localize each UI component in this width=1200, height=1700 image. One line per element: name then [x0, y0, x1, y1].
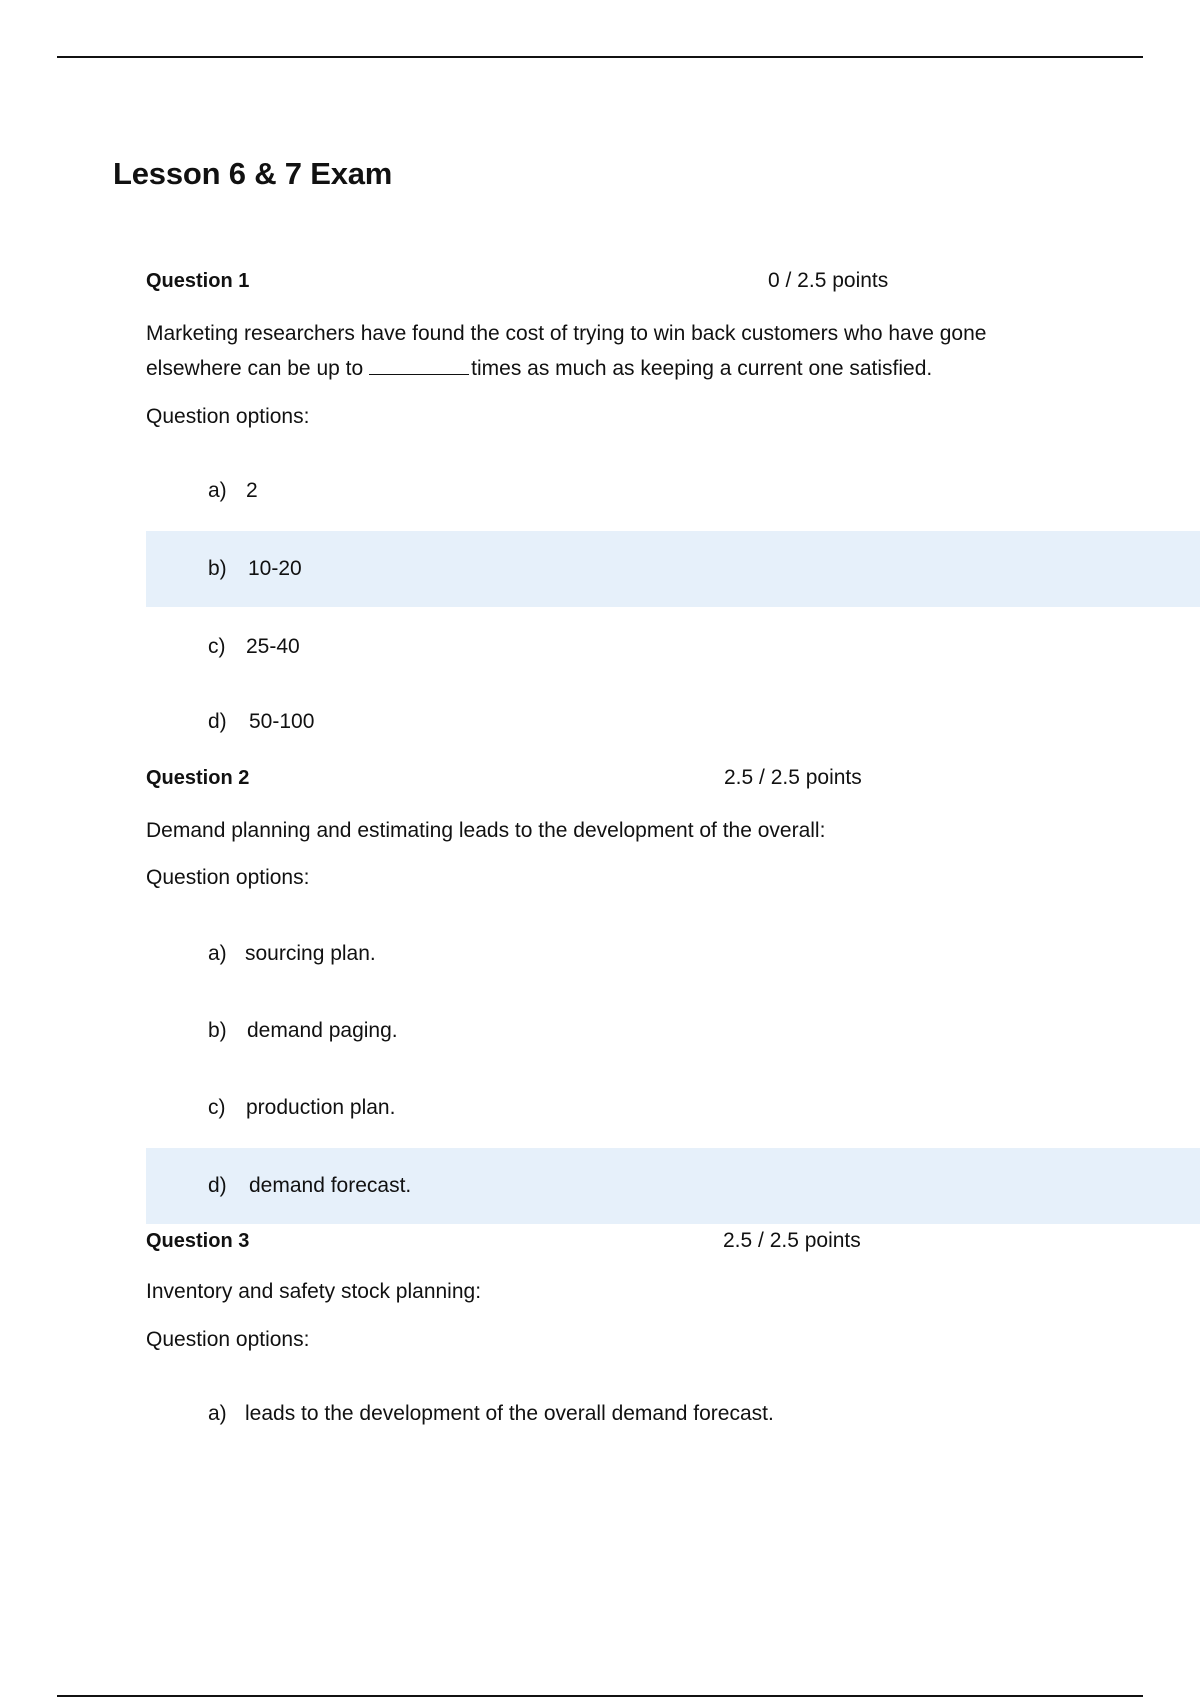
option-text: demand paging. [247, 1019, 398, 1042]
question-1-text [146, 316, 1066, 386]
question-2-text: Demand planning and estimating leads to the development of the overall: [146, 819, 826, 842]
option-letter: b) [208, 557, 227, 580]
question-1-text-after: times as much as keeping a current one satisfied. [471, 357, 933, 380]
option-letter: d) [208, 1174, 227, 1197]
question-3-options-label: Question options: [146, 1328, 310, 1351]
option-text: 25-40 [246, 635, 300, 658]
question-1-points: 0 / 2.5 points [768, 269, 889, 292]
question-2-heading: Question 2 [146, 767, 250, 789]
question-1-option-b[interactable] [146, 531, 1200, 607]
answer-blank [369, 354, 469, 375]
option-text: 50-100 [249, 710, 315, 733]
question-1-options-label: Question options: [146, 405, 310, 428]
question-2-points: 2.5 / 2.5 points [724, 766, 862, 789]
top-rule [57, 56, 1143, 58]
question-3-text: Inventory and safety stock planning: [146, 1280, 482, 1303]
option-letter: d) [208, 710, 227, 733]
question-1-heading: Question 1 [146, 270, 250, 292]
option-letter: c) [208, 1096, 226, 1119]
exam-title: Lesson 6 & 7 Exam [113, 156, 393, 191]
option-letter: a) [208, 942, 227, 965]
question-3-points: 2.5 / 2.5 points [723, 1229, 861, 1252]
option-text: demand forecast. [249, 1174, 412, 1197]
option-letter: b) [208, 1019, 227, 1042]
question-3-heading: Question 3 [146, 1230, 250, 1252]
option-text: 10-20 [248, 557, 302, 580]
question-1-option-d[interactable] [146, 684, 1200, 760]
question-3-option-a[interactable] [146, 1376, 1200, 1452]
option-text: leads to the development of the overall demand forecast. [245, 1402, 774, 1425]
question-2-option-c[interactable] [146, 1070, 1200, 1146]
option-letter: c) [208, 635, 226, 658]
question-1-option-c[interactable] [146, 609, 1200, 685]
question-2-option-a[interactable] [146, 916, 1200, 992]
option-letter: a) [208, 1402, 227, 1425]
question-1-option-a[interactable] [146, 453, 1200, 529]
question-1-text-before: Marketing researchers have found the cost of trying to win back customers who have gone elsewhere can be up to [146, 322, 987, 380]
option-text: production plan. [246, 1096, 396, 1119]
option-text: sourcing plan. [245, 942, 376, 965]
question-2-options-label: Question options: [146, 866, 310, 889]
option-letter: a) [208, 479, 227, 502]
question-2-option-d[interactable] [146, 1148, 1200, 1224]
option-text: 2 [246, 479, 258, 502]
question-2-option-b[interactable] [146, 993, 1200, 1069]
bottom-rule [57, 1695, 1143, 1697]
